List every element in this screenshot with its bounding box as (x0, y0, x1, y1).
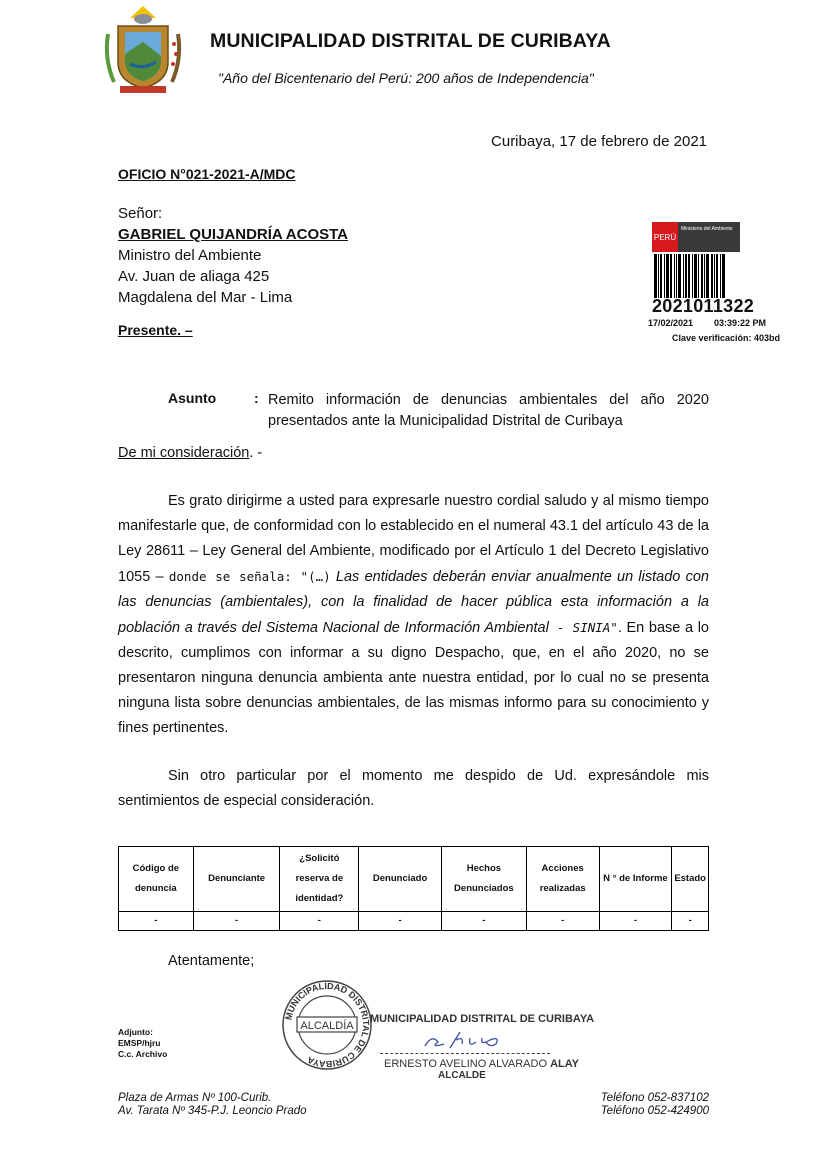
ministry-name: Ministerio del Ambiente (678, 222, 740, 252)
table-cell: - (672, 912, 709, 931)
barcode-bar (664, 254, 665, 298)
registry-number: 2021011322 (652, 296, 755, 316)
barcode-bar (701, 254, 703, 298)
footer-address-1: Plaza de Armas Nº 100-Curib. (118, 1092, 272, 1104)
header-codigo: Código de denuncia (119, 847, 194, 912)
header-hechos: Hechos Denunciados (441, 847, 526, 912)
date-line: Curibaya, 17 de febrero de 2021 (491, 133, 707, 150)
svg-text:ALCALDÍA: ALCALDÍA (300, 1020, 354, 1032)
header-acciones: Acciones realizadas (526, 847, 599, 912)
barcode-bar (683, 254, 684, 298)
recipient-name: GABRIEL QUIJANDRÍA ACOSTA (118, 226, 349, 243)
greeting-suffix: . - (249, 445, 263, 461)
table-cell: - (441, 912, 526, 931)
signer-name-part: ERNESTO AVELINO ALVARADO (384, 1058, 551, 1070)
document-reference: OFICIO N°021-2021-A/MDC (118, 166, 296, 182)
recipient-city: Magdalena del Mar - Lima (118, 289, 293, 306)
recipient-salutation: Señor: (118, 205, 163, 222)
signature-line (380, 1053, 550, 1054)
attachment-label: Adjunto: (118, 1027, 153, 1037)
greeting (118, 445, 262, 461)
header-estado: Estado (672, 847, 709, 912)
registry-time: 03:39:22 PM (714, 318, 767, 328)
signer-surname: ALAY (550, 1058, 580, 1070)
barcode-bar (676, 254, 677, 298)
barcode-bar (694, 254, 697, 298)
header-denunciado: Denunciado (359, 847, 442, 912)
footer-phone-2: Teléfono 052-424900 (600, 1105, 709, 1117)
sinia-reference: - SINIA" (548, 620, 618, 635)
initials: EMSP/hjru (118, 1038, 161, 1048)
footer-phones (601, 1092, 709, 1118)
footer-address-2: Av. Tarata Nº 345-P.J. Leoncio Prado (118, 1105, 307, 1117)
barcode (654, 254, 740, 298)
header-informe: N ° de Informe (599, 847, 672, 912)
complaints-table (118, 846, 709, 931)
official-year-motto: "Año del Bicentenario del Perú: 200 años de Independencia" (218, 70, 594, 86)
barcode-bar (722, 254, 725, 298)
attachments-block (118, 1027, 167, 1060)
handwritten-signature (420, 1028, 520, 1054)
body-text: Es grato dirigirme a usted para expresarle nuestro cordial saludo y al mismo tiempo manifestarle que, de conformidad con lo establecido en el numeral 43.1 del artículo 43 de la Ley 28611 – Ley General del Ambiente, modificado por el Artículo 1 del Decreto Legislativo 1055 – (118, 493, 709, 585)
institution-title: MUNICIPALIDAD DISTRITAL DE CURIBAYA (210, 30, 611, 52)
svg-text:MUNICIPALIDAD DISTRITAL DE CUR: MUNICIPALIDAD DISTRITAL DE CURIBAYA (283, 980, 372, 1070)
header-reserva: ¿Solicitó reserva de identidad? (280, 847, 359, 912)
table-header-row (119, 847, 709, 912)
quote-intro: donde se señala: "(…) (168, 569, 331, 584)
table-cell: - (193, 912, 280, 931)
closing: Atentamente; (168, 953, 255, 969)
barcode-bar (692, 254, 693, 298)
signer-name (384, 1058, 579, 1070)
footer-phone-1: Teléfono 052-837102 (600, 1092, 709, 1104)
body-text: . En base a lo descrito, cumplimos con informar a su digno Despacho, que, en el año 2020, no se presentaron ninguna denuncia ambienta ante nuestra entidad, por lo cual no se presenta ninguna lista sobre denuncias ambientales, de las mismas informo para su conocimiento y fines pertinentes. (118, 620, 709, 736)
signer-role: ALCALDE (438, 1070, 486, 1081)
table-cell: - (280, 912, 359, 931)
recipient-block (118, 203, 348, 308)
ministry-logo (652, 222, 740, 252)
barcode-bar (716, 254, 718, 298)
body-paragraph-2: Sin otro particular por el momento me despido de Ud. expresándole mis sentimientos de especial consideración. (118, 768, 709, 809)
barcode-bar (685, 254, 687, 298)
barcode-bar (670, 254, 672, 298)
barcode-bar (720, 254, 721, 298)
registry-date: 17/02/2021 (648, 318, 694, 328)
barcode-bar (666, 254, 669, 298)
barcode-bar (706, 254, 709, 298)
verification-key: Clave verificación: 403bd (672, 333, 781, 343)
greeting-underlined: De mi consideración (118, 445, 250, 461)
subject-text: Remito información de denuncias ambientales del año 2020 presentados ante la Municipalidad Distrital de Curibaya (268, 392, 709, 429)
header-denunciante: Denunciante (193, 847, 280, 912)
quoted-law-text: Las entidades deberán enviar anualmente un listado con las denuncias (ambientales), con la finalidad de hacer pública esta información a la población a través del Sistema Nacional de Información Ambiental (118, 569, 709, 636)
barcode-bar (698, 254, 699, 298)
recipient-address: Av. Juan de aliaga 425 (118, 268, 270, 285)
table-cell: - (119, 912, 194, 931)
barcode-bar (688, 254, 690, 298)
subject-colon: : (254, 390, 259, 406)
peru-brand: PERÚ (652, 222, 678, 252)
barcode-bar (704, 254, 705, 298)
table-row (119, 912, 709, 931)
barcode-bar (658, 254, 659, 298)
table-cell: - (359, 912, 442, 931)
recipient-position: Ministro del Ambiente (118, 247, 262, 264)
table-cell: - (599, 912, 672, 931)
carbon-copy: C.c. Archivo (118, 1049, 168, 1059)
footer-addresses (118, 1092, 307, 1118)
official-seal (279, 979, 375, 1071)
barcode-bar (660, 254, 662, 298)
barcode-bar (678, 254, 681, 298)
barcode-bar (674, 254, 675, 298)
presente-label: Presente. – (118, 322, 193, 338)
table-cell: - (526, 912, 599, 931)
signature-institution: MUNICIPALIDAD DISTRITAL DE CURIBAYA (370, 1013, 595, 1025)
municipal-coat-of-arms-logo (100, 4, 186, 96)
subject-label: Asunto (168, 390, 217, 406)
barcode-bar (711, 254, 713, 298)
barcode-bar (654, 254, 657, 298)
body-paragraph-1 (118, 489, 709, 741)
barcode-bar (714, 254, 715, 298)
